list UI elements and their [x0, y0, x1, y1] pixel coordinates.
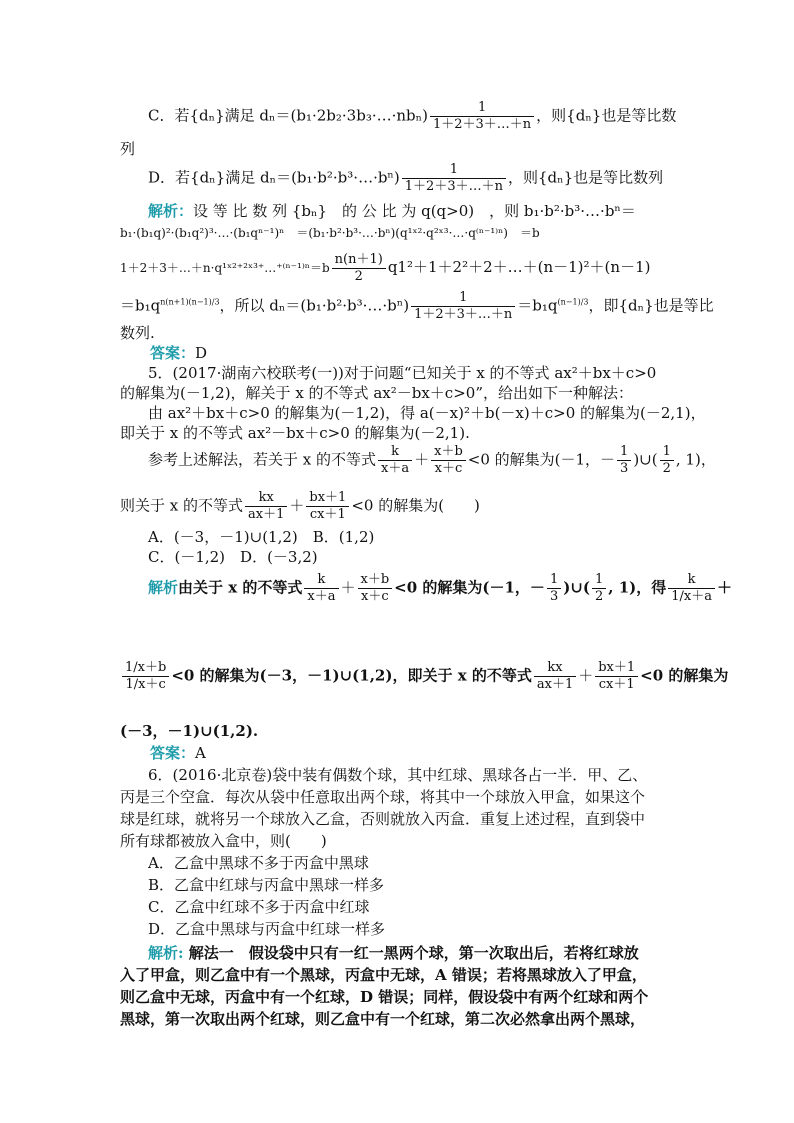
analysis-line4-text: ＝b₁q — [120, 296, 161, 315]
option-c-tail: ，则{dₙ}也是等比数 — [536, 106, 677, 125]
analysis3-line3: 则乙盒中无球，丙盒中有一个红球，D 错误；同样，假设袋中有两个红球和两个 — [120, 988, 649, 1006]
fraction-numerator: k — [304, 572, 338, 589]
analysis-line4-end: ，即{dₙ}也是等比 — [588, 296, 714, 315]
answer-value: D — [195, 344, 208, 362]
analysis-line4 — [120, 290, 714, 323]
fraction-denominator: cx＋1 — [598, 677, 635, 692]
answer-label: 答案： — [150, 744, 196, 762]
q5-line4: 即关于 x 的不等式 ax²－bx＋c>0 的解集为(－2,1). — [120, 424, 470, 442]
option-d-text: D．若{dₙ}满足 dₙ＝(b₁·b²·b³·…·bⁿ) — [148, 168, 400, 187]
q5-line3: 由 ax²＋bx＋c>0 的解集为(－1,2)，得 a(－x)²＋b(－x)＋c>0 的解集为(－2,1)， — [148, 404, 706, 422]
q5-line2: 的解集为(－1,2)，解关于 x 的不等式 ax²－bx＋c>0”，给出如下一种解法： — [120, 384, 633, 402]
fraction — [660, 444, 674, 477]
exponent: n(n+1)(n−1)/3 — [160, 297, 220, 307]
option-c-line2: 列 — [120, 140, 136, 158]
analysis3-line4: 黑球，第一次取出两个红球，则乙盒中有一个红球，第二次必然拿出两个黑球， — [120, 1010, 646, 1028]
fraction-denominator: 2 — [354, 269, 363, 284]
fraction-numerator: 1/x＋b — [122, 660, 169, 677]
plus-sign: ＋ — [414, 450, 430, 469]
analysis-text: 由关于 x 的不等式 — [178, 578, 303, 597]
fraction-denominator: x＋a — [307, 589, 336, 604]
analysis2-line2 — [120, 660, 728, 693]
plus-sign: ＋ — [340, 578, 356, 597]
exponent: (n−1)/3 — [557, 297, 589, 307]
q6-option-a: A．乙盒中黑球不多于丙盒中黑球 — [148, 854, 369, 872]
fraction — [304, 572, 338, 605]
fraction-denominator: ax＋1 — [248, 507, 285, 522]
analysis-text: <0 的解集为(－1，－ — [394, 578, 545, 597]
analysis-label: 解析： — [148, 202, 194, 220]
q5-text: 则关于 x 的不等式 — [120, 496, 243, 515]
analysis2-line3: (－3，－1)∪(1,2). — [120, 722, 259, 740]
analysis-label: 解析 — [148, 578, 179, 597]
fraction-numerator: n(n＋1) — [332, 252, 386, 269]
q5-text: 参考上述解法，若关于 x 的不等式 — [148, 450, 376, 469]
q5-line6 — [120, 490, 480, 523]
analysis-line4-mid: ，所以 dₙ＝(b₁·b²·b³·…·bⁿ) — [219, 296, 410, 315]
answer-2 — [150, 744, 206, 762]
fraction-numerator: kx — [534, 660, 576, 677]
analysis-line5: 数列. — [120, 324, 155, 342]
fraction-denominator: 3 — [620, 461, 629, 476]
analysis3-line1 — [148, 944, 639, 962]
analysis3-line2: 入了甲盒，则乙盒中有一个黑球，丙盒中无球，A 错误；若将黑球放入了甲盒， — [120, 966, 647, 984]
q5-text: , 1)， — [675, 450, 716, 469]
analysis-text: 设 等 比 数 列 {bₙ} 的 公 比 为 q(q>0) ，则 b₁·b²·b³·…·bⁿ＝ — [193, 202, 636, 220]
analysis-line3 — [120, 252, 650, 285]
fraction — [592, 572, 606, 605]
fraction-denominator: 1/x＋a — [671, 589, 712, 604]
fraction — [378, 444, 412, 477]
option-c-fraction — [430, 100, 534, 133]
q6-line2: 丙是三个空盒．每次从袋中任意取出两个球，将其中一个球放入甲盒，如果这个 — [120, 788, 646, 806]
q6-option-d: D．乙盒中黑球与丙盒中红球一样多 — [148, 920, 386, 938]
plus-sign: ＋ — [716, 578, 732, 597]
plus-sign: ＋ — [578, 666, 594, 685]
analysis-text: 解法一 假设袋中只有一红一黑两个球，第一次取出后，若将红球放 — [183, 944, 639, 962]
fraction — [617, 444, 631, 477]
analysis-line3-fraction — [332, 252, 386, 285]
fraction-denominator: 1＋2＋3＋…＋n — [404, 179, 503, 194]
fraction-numerator: bx＋1 — [595, 660, 638, 677]
q5-text: )∪( — [633, 450, 658, 469]
fraction-denominator: 2 — [594, 589, 604, 604]
q6-option-b: B．乙盒中红球与丙盒中黑球一样多 — [148, 876, 385, 894]
fraction-denominator: cx＋1 — [309, 507, 346, 522]
fraction-denominator: x＋a — [381, 461, 410, 476]
fraction-numerator: kx — [245, 490, 287, 507]
fraction-denominator: x＋c — [434, 461, 463, 476]
fraction-denominator: 1/x＋c — [125, 677, 166, 692]
q5-options-ab: A．(－3，－1)∪(1,2) B．(1,2) — [148, 528, 375, 546]
fraction — [534, 660, 576, 693]
fraction-denominator: 3 — [549, 589, 559, 604]
fraction-numerator: x＋b — [358, 572, 393, 589]
option-d-tail: ，则{dₙ}也是等比数列 — [507, 168, 664, 187]
analysis2-line1 — [148, 572, 732, 605]
q5-line1: 5．(2017·湖南六校联考(一))对于问题“已知关于 x 的不等式 ax²＋bx＋c>0 — [148, 364, 657, 382]
fraction-numerator: 1 — [430, 100, 534, 117]
fraction — [358, 572, 393, 605]
analysis-text: )∪( — [563, 578, 590, 597]
fraction — [668, 572, 715, 605]
q6-line1: 6．(2016·北京卷)袋中装有偶数个球，其中红球、黑球各占一半．甲、乙、 — [148, 766, 648, 784]
fraction-numerator: 1 — [617, 444, 631, 461]
fraction — [431, 444, 466, 477]
analysis-line4-fraction — [411, 290, 515, 323]
option-d-line — [148, 162, 663, 195]
option-c-line1 — [148, 100, 676, 133]
fraction-numerator: 1 — [660, 444, 674, 461]
fraction-numerator: 1 — [402, 162, 506, 179]
q6-line3: 球是红球，就将另一个球放入乙盒，否则就放入丙盒．重复上述过程，直到袋中 — [120, 810, 646, 828]
analysis-line1 — [148, 202, 636, 220]
fraction-numerator: 1 — [547, 572, 561, 589]
q5-line5 — [148, 444, 716, 477]
fraction — [306, 490, 349, 523]
answer-1 — [150, 344, 207, 362]
answer-value: A — [195, 744, 206, 762]
plus-sign: ＋ — [289, 496, 305, 515]
analysis-line4-tail: ＝b₁q — [517, 296, 558, 315]
fraction — [547, 572, 561, 605]
fraction-denominator: 1＋2＋3＋…＋n — [414, 307, 513, 322]
analysis-line3-tail: q1²＋1＋2²＋2＋…＋(n－1)²＋(n－1) — [387, 258, 651, 276]
fraction-numerator: k — [378, 444, 412, 461]
fraction-denominator: x＋c — [361, 589, 389, 604]
analysis-text: <0 的解集为 — [640, 666, 729, 685]
fraction-denominator: 2 — [662, 461, 671, 476]
q5-text: <0 的解集为( ) — [351, 496, 480, 515]
analysis-label: 解析: — [148, 944, 184, 962]
analysis-line2: b₁·(b₁q)²·(b₁q²)³·…·(b₁qⁿ⁻¹)ⁿ ＝(b₁·b²·b³·…·bⁿ)(q¹ˣ²·q²ˣ³·…·q⁽ⁿ⁻¹⁾ⁿ) ＝b — [120, 226, 540, 240]
option-c-text: C．若{dₙ}满足 dₙ＝(b₁·2b₂·3b₃·…·nbₙ) — [148, 106, 428, 125]
answer-label: 答案： — [150, 344, 196, 362]
fraction-denominator: 1＋2＋3＋…＋n — [432, 117, 532, 132]
q5-text: <0 的解集为(－1，－ — [467, 450, 616, 469]
q6-option-c: C．乙盒中红球不多于丙盒中红球 — [148, 898, 370, 916]
fraction-numerator: bx＋1 — [306, 490, 349, 507]
fraction-denominator: ax＋1 — [536, 677, 574, 692]
fraction-numerator: k — [668, 572, 715, 589]
analysis-text: <0 的解集为(－3，－1)∪(1,2)，即关于 x 的不等式 — [171, 666, 532, 685]
fraction — [245, 490, 287, 523]
fraction — [122, 660, 169, 693]
fraction — [595, 660, 638, 693]
option-d-fraction — [402, 162, 506, 195]
q6-line4: 所有球都被放入盒中，则( ) — [120, 832, 327, 850]
analysis-line3-text: 1＋2＋3＋…＋n·q¹ˣ²⁺²ˣ³⁺…⁺⁽ⁿ⁻¹⁾ⁿ＝b — [120, 261, 330, 275]
analysis-text: , 1)，得 — [608, 578, 667, 597]
q5-options-cd: C．(－1,2) D．(－3,2) — [148, 548, 318, 566]
fraction-numerator: 1 — [411, 290, 515, 307]
fraction-numerator: 1 — [592, 572, 606, 589]
fraction-numerator: x＋b — [431, 444, 466, 461]
